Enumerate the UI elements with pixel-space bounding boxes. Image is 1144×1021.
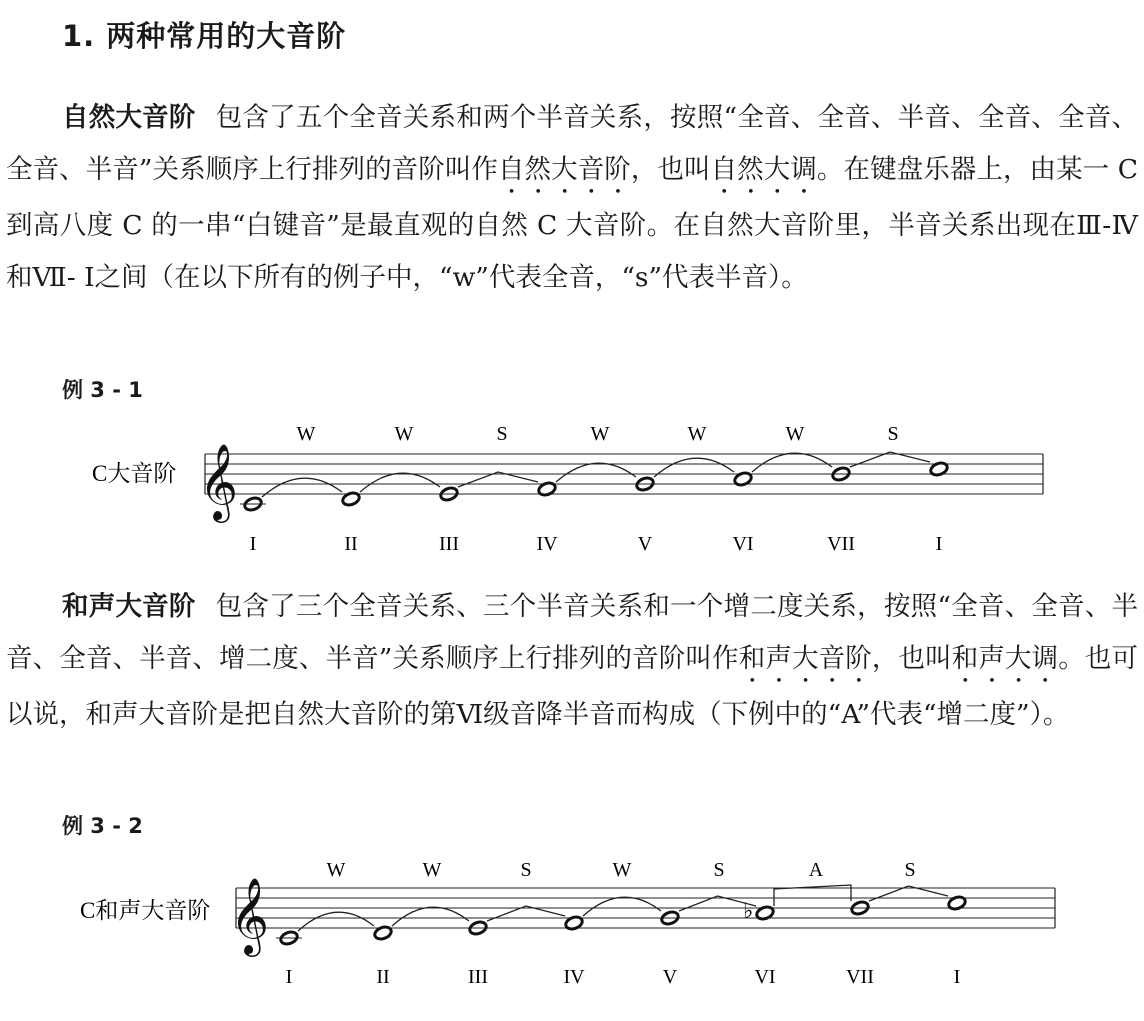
staff-lines (199, 444, 1043, 523)
paragraph-harmonic-major (6, 581, 1138, 741)
whole-note (733, 471, 753, 487)
emphasis-natural-major-key: 自然大调 (710, 154, 817, 185)
interval-label: W (785, 423, 805, 445)
whole-note (564, 915, 584, 931)
degree-label: I (249, 533, 257, 555)
example-3-1-label: 例 3 - 1 (62, 378, 143, 402)
degree-label: VII (827, 533, 855, 555)
scale-name-label: C和声大音阶 (80, 898, 211, 923)
treble-clef-icon: 𝄞 (199, 446, 239, 519)
interval-label: A (808, 859, 824, 881)
interval-label: W (326, 859, 346, 881)
para2-text-3: 。也可以说，和声大音阶是把自然大音阶的第Ⅵ级音降半音而构成（下例中的“A”代表“增二度”）。 (6, 643, 1139, 730)
degree-label: VI (732, 533, 754, 555)
interval-labels (297, 423, 899, 445)
staff-natural-major (0, 410, 1144, 560)
interval-label: W (394, 423, 414, 445)
interval-arc (752, 453, 832, 472)
treble-clef-icon: 𝄞 (230, 880, 270, 953)
para1-text-2: ，也叫 (630, 154, 711, 185)
degree-label: III (468, 966, 488, 988)
degree-label: V (662, 966, 678, 988)
term-natural-major: 自然大音阶 (62, 102, 196, 133)
whole-note (341, 491, 361, 507)
whole-note (755, 905, 775, 921)
interval-label: S (904, 859, 916, 881)
interval-label: W (422, 859, 442, 881)
interval-label: S (520, 859, 532, 881)
term-harmonic-major: 和声大音阶 (62, 591, 196, 622)
interval-label: W (687, 423, 707, 445)
degree-label: II (376, 966, 390, 988)
interval-labels (327, 859, 916, 881)
emphasis-harmonic-major-key: 和声大调 (951, 643, 1059, 674)
staff-harmonic-major (0, 850, 1144, 1000)
degree-labels (250, 533, 943, 555)
section-heading: 1. 两种常用的大音阶 (62, 19, 347, 53)
interval-label: S (887, 423, 899, 445)
interval-arc (360, 473, 440, 492)
degree-label: IV (536, 533, 558, 555)
interval-label: W (590, 423, 610, 445)
degree-labels (286, 966, 961, 988)
interval-arc (556, 463, 636, 482)
degree-label: VII (846, 966, 874, 988)
degree-label: III (439, 533, 459, 555)
staff-lines (230, 878, 1055, 957)
whole-note (373, 925, 393, 941)
para2-text-1: 包含了三个全音关系、三个半音关系和一个增二度关系，按照“全音、全音、半音、全音、半音、增二度、半音”关系顺序上行排列的音阶叫作 (6, 591, 1138, 674)
degree-label: VI (754, 966, 776, 988)
example-3-2-label: 例 3 - 2 (62, 814, 143, 838)
para1-text-1: 包含了五个全音关系和两个半音关系，按照“全音、全音、半音、全音、全音、全音、半音”关系顺序上行排列的音阶叫作 (6, 102, 1138, 185)
interval-label: S (713, 859, 725, 881)
degree-label: I (953, 966, 961, 988)
example-3-2-score (0, 850, 1144, 1000)
example-3-1-score (0, 410, 1144, 560)
degree-label: I (285, 966, 293, 988)
degree-label: II (344, 533, 358, 555)
paragraph-natural-major (6, 92, 1138, 304)
interval-label: W (612, 859, 632, 881)
interval-arc (392, 907, 469, 926)
emphasis-natural-major: 自然大音阶 (497, 154, 631, 185)
degree-label: IV (563, 966, 585, 988)
whole-note (929, 461, 949, 477)
degree-label: V (637, 533, 653, 555)
emphasis-harmonic-major: 和声大音阶 (738, 643, 872, 674)
notes (276, 895, 967, 946)
para1-text-3: 。在键盘乐器上，由某一 C 到高八度 C 的一串“白键音”是最直观的自然 C 大音阶。在自然大音阶里，半音关系出现在Ⅲ-Ⅳ和Ⅶ- Ⅰ之间（在以下所有的例子中，“w”代表全音，“s”代表半音）。 (6, 154, 1139, 293)
interval-arc (583, 897, 661, 916)
whole-note (947, 895, 967, 911)
para2-text-2: ，也叫 (871, 643, 952, 674)
flat-sign-icon: ♭ (743, 898, 754, 923)
scale-name-label: C大音阶 (92, 461, 177, 486)
notes (240, 461, 949, 512)
interval-label: W (296, 423, 316, 445)
whole-note (537, 481, 557, 497)
interval-label: S (496, 423, 508, 445)
degree-label: I (935, 533, 943, 555)
